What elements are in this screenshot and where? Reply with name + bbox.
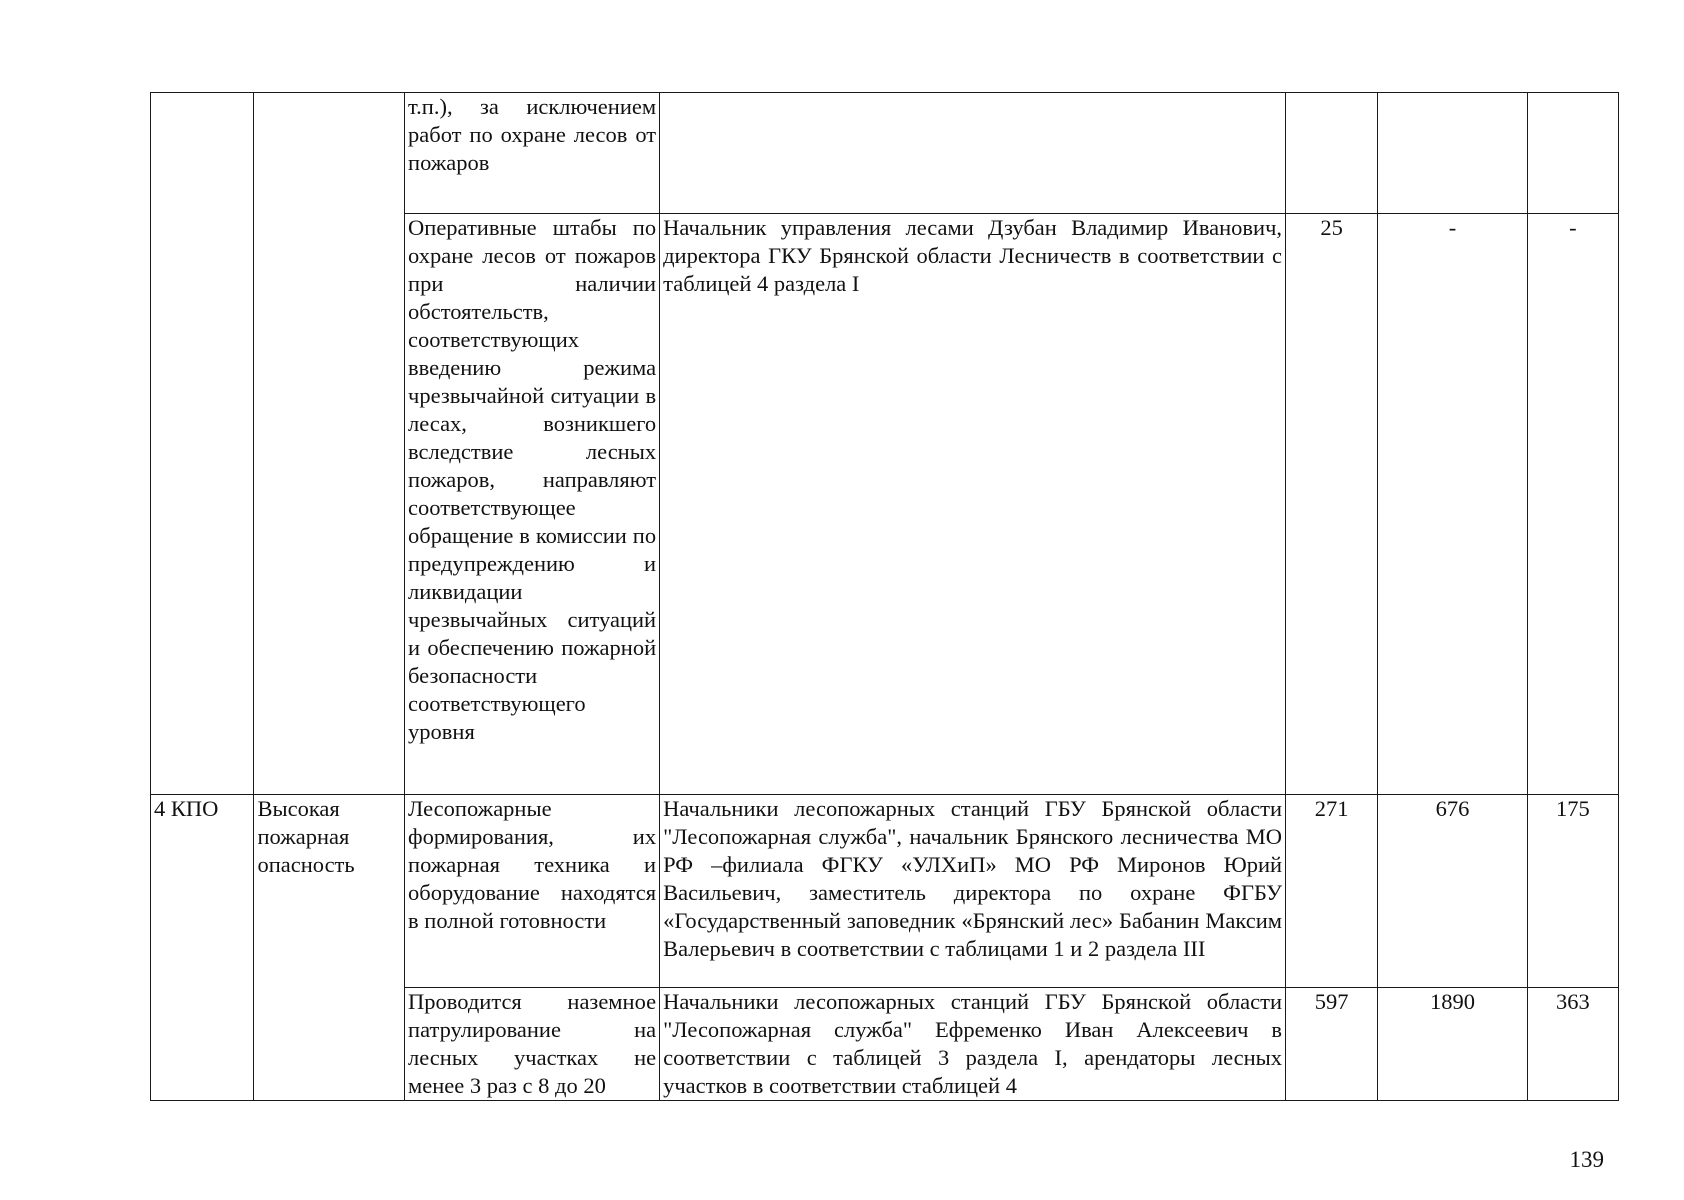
- fire-class-cell: 4 КПО: [151, 795, 254, 1101]
- n1-cell-empty: [1286, 93, 1378, 214]
- level-cell-empty: [254, 93, 405, 795]
- measure-cell: т.п.), за исключением работ по охране лесов от пожаров: [405, 93, 660, 214]
- fire-level-cell: Высокая пожарная опасность: [254, 795, 405, 1101]
- responsible-cell-empty: [660, 93, 1286, 214]
- n2-cell: -: [1378, 214, 1528, 795]
- responsible-cell: Начальники лесопожарных станций ГБУ Брянской области "Лесопожарная служба" Ефременко Иван Алексеевич в соответствии с таблицей 3 раздела I, арендаторы лесных участков в соответствии стаблицей 4: [660, 988, 1286, 1101]
- table-row: [151, 93, 1619, 214]
- n1-cell: 25: [1286, 214, 1378, 795]
- n3-cell: 363: [1527, 988, 1618, 1101]
- measure-cell: Проводится наземное патрулирование на лесных участках не менее 3 раз с 8 до 20: [405, 988, 660, 1101]
- n3-cell: -: [1527, 214, 1618, 795]
- measure-cell: Лесопожарные формирования, их пожарная техника и оборудование находятся в полной готовности: [405, 795, 660, 988]
- n3-cell-empty: [1527, 93, 1618, 214]
- n1-cell: 597: [1286, 988, 1378, 1101]
- class-cell-empty: [151, 93, 254, 795]
- n3-cell: 175: [1527, 795, 1618, 988]
- page-number: 139: [1569, 1147, 1604, 1172]
- responsible-cell: Начальник управления лесами Дзубан Владимир Иванович, директора ГКУ Брянской области Лесничеств в соответствии с таблицей 4 раздела I: [660, 214, 1286, 795]
- fire-hazard-measures-table: [150, 92, 1619, 1101]
- n1-cell: 271: [1286, 795, 1378, 988]
- responsible-cell: Начальники лесопожарных станций ГБУ Брянской области "Лесопожарная служба", начальник Брянского лесничества МО РФ –филиала ФГКУ «УЛХиП» МО РФ Миронов Юрий Васильевич, заместитель директора по охране ФГБУ «Государственный заповедник «Брянский лес» Бабанин Максим Валерьевич в соответствии с таблицами 1 и 2 раздела III: [660, 795, 1286, 988]
- measure-cell: Оперативные штабы по охране лесов от пожаров при наличии обстоятельств, соответствующих введению режима чрезвычайной ситуации в лесах, возникшего вследствие лесных пожаров, направляют соответствующее обращение в комиссии по предупреждению и ликвидации чрезвычайных ситуаций и обеспечению пожарной безопасности соответствующего уровня: [405, 214, 660, 795]
- n2-cell-empty: [1378, 93, 1528, 214]
- n2-cell: 676: [1378, 795, 1528, 988]
- table-row: [151, 795, 1619, 988]
- n2-cell: 1890: [1378, 988, 1528, 1101]
